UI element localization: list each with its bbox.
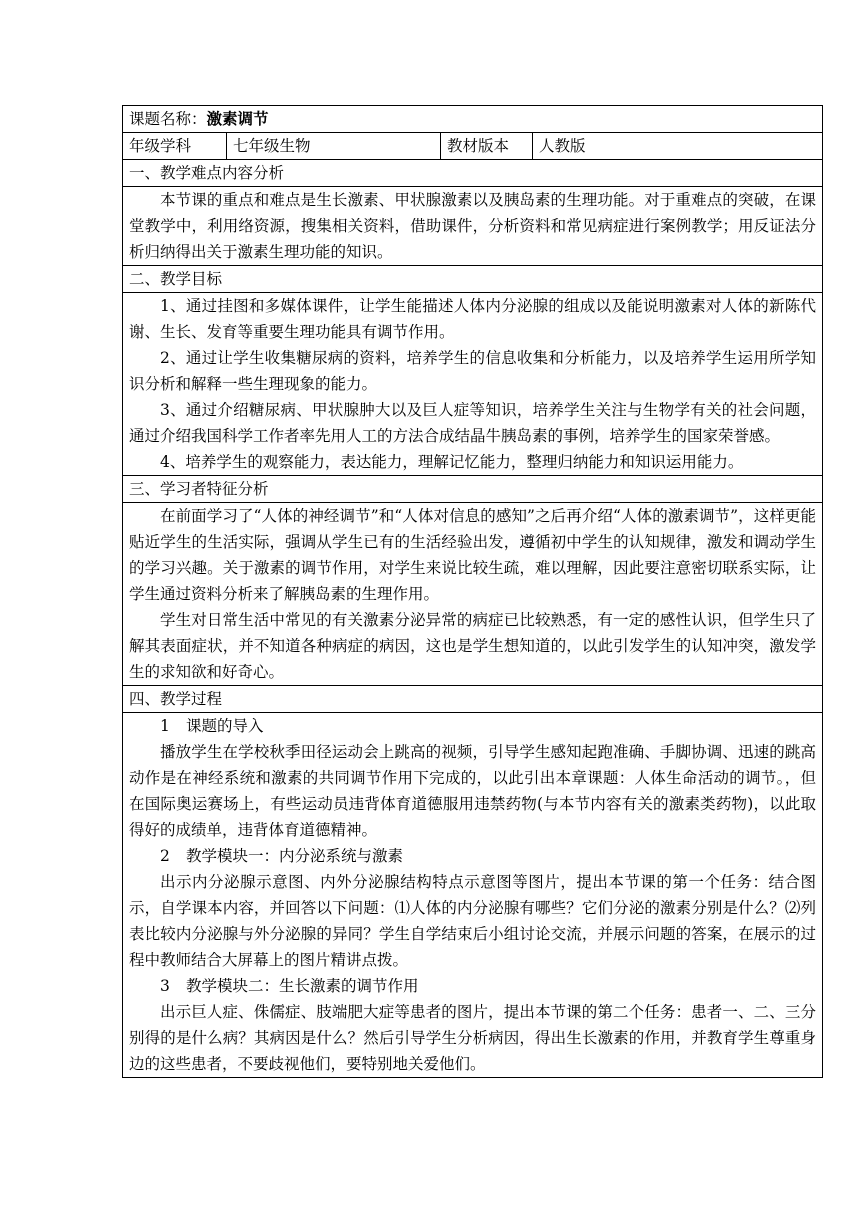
paragraph: 2、通过让学生收集糖尿病的资料，培养学生的信息收集和分析能力，以及培养学生运用所学知识分析和解释一些生理现象的能力。 [129, 349, 817, 393]
title-cell [123, 106, 823, 133]
paragraph: 3、通过介绍糖尿病、甲状腺肿大以及巨人症等知识，培养学生关注与生物学有关的社会问题，通过介绍我国科学工作者率先用人工的方法合成结晶牛胰岛素的事例，培养学生的国家荣誉感。 [129, 401, 817, 445]
grade-value: 七年级生物 [227, 133, 441, 160]
edition-value: 人教版 [533, 133, 823, 160]
lesson-plan-table [122, 105, 823, 1078]
paragraph: 4、培养学生的观察能力，表达能力，理解记忆能力，整理归纳能力和知识运用能力。 [160, 453, 744, 471]
title-label: 课题名称： [129, 110, 207, 128]
paragraph: 在前面学习了“人体的神经调节”和“人体对信息的感知”之后再介绍“人体的激素调节”，这样更能贴近学生的生活实际，强调从学生已有的生活经验出发，遵循初中学生的认知规律，激发和调动学生的学习兴趣。关于激素的调节作用，对学生来说比较生疏，难以理解，因此要注意密切联系实际，让学生通过资料分析来了解胰岛素的生理作用。 [129, 507, 817, 603]
subsection-title [129, 713, 816, 739]
section-body [123, 187, 823, 266]
subsection-number: 2 [160, 847, 170, 865]
section-body [123, 293, 823, 476]
subsection-number: 1 [160, 717, 170, 735]
subsection-label: 教学模块一：内分泌系统与激素 [186, 847, 404, 865]
subsection-title [129, 843, 816, 869]
section-heading: 一、教学难点内容分析 [123, 160, 823, 187]
paragraph: 出示巨人症、侏儒症、肢端肥大症等患者的图片，提出本节课的第二个任务：患者一、二、三分别得的是什么病？其病因是什么？然后引导学生分析病因，得出生长激素的作用，并教育学生尊重身边的这些患者，不要歧视他们，要特别地关爱他们。 [129, 1003, 817, 1073]
edition-label: 教材版本 [441, 133, 533, 160]
subsection-number: 3 [160, 977, 170, 995]
paragraph: 播放学生在学校秋季田径运动会上跳高的视频，引导学生感知起跑准确、手脚协调、迅速的跳高动作是在神经系统和激素的共同调节作用下完成的，以此引出本章课题：人体生命活动的调节。，但在国际奥运赛场上，有些运动员违背体育道德服用违禁药物(与本节内容有关的激素类药物)，以此取得好的成绩单，违背体育道德精神。 [129, 743, 817, 839]
title-row [123, 106, 823, 133]
section-body [123, 713, 823, 1078]
grade-label: 年级学科 [123, 133, 227, 160]
title-value: 激素调节 [206, 109, 269, 128]
subsection-label: 教学模块二：生长激素的调节作用 [186, 977, 419, 995]
subsection-title [129, 973, 816, 999]
section-heading: 三、学习者特征分析 [123, 476, 823, 503]
paragraph: 1、通过挂图和多媒体课件，让学生能描述人体内分泌腺的组成以及能说明激素对人体的新陈代谢、生长、发育等重要生理功能具有调节作用。 [129, 297, 817, 341]
section-body [123, 503, 823, 686]
paragraph: 出示内分泌腺示意图、内外分泌腺结构特点示意图等图片，提出本节课的第一个任务：结合图示，自学课本内容，并回答以下问题：⑴人体的内分泌腺有哪些？它们分泌的激素分别是什么？⑵列表比较内分泌腺与外分泌腺的异同？学生自学结束后小组讨论交流，并展示问题的答案，在展示的过程中教师结合大屏幕上的图片精讲点拨。 [129, 873, 817, 969]
section-heading: 二、教学目标 [123, 266, 823, 293]
subsection-label: 课题的导入 [186, 717, 264, 735]
info-row [123, 133, 823, 160]
paragraph: 学生对日常生活中常见的有关激素分泌异常的病症已比较熟悉，有一定的感性认识，但学生只了解其表面症状，并不知道各种病症的病因，这也是学生想知道的，以此引发学生的认知冲突，激发学生的求知欲和好奇心。 [129, 611, 817, 681]
section-heading: 四、教学过程 [123, 686, 823, 713]
paragraph: 本节课的重点和难点是生长激素、甲状腺激素以及胰岛素的生理功能。对于重难点的突破，在课堂教学中，利用络资源，搜集相关资料，借助课件，分析资料和常见病症进行案例教学；用反证法分析归纳得出关于激素生理功能的知识。 [129, 191, 817, 261]
